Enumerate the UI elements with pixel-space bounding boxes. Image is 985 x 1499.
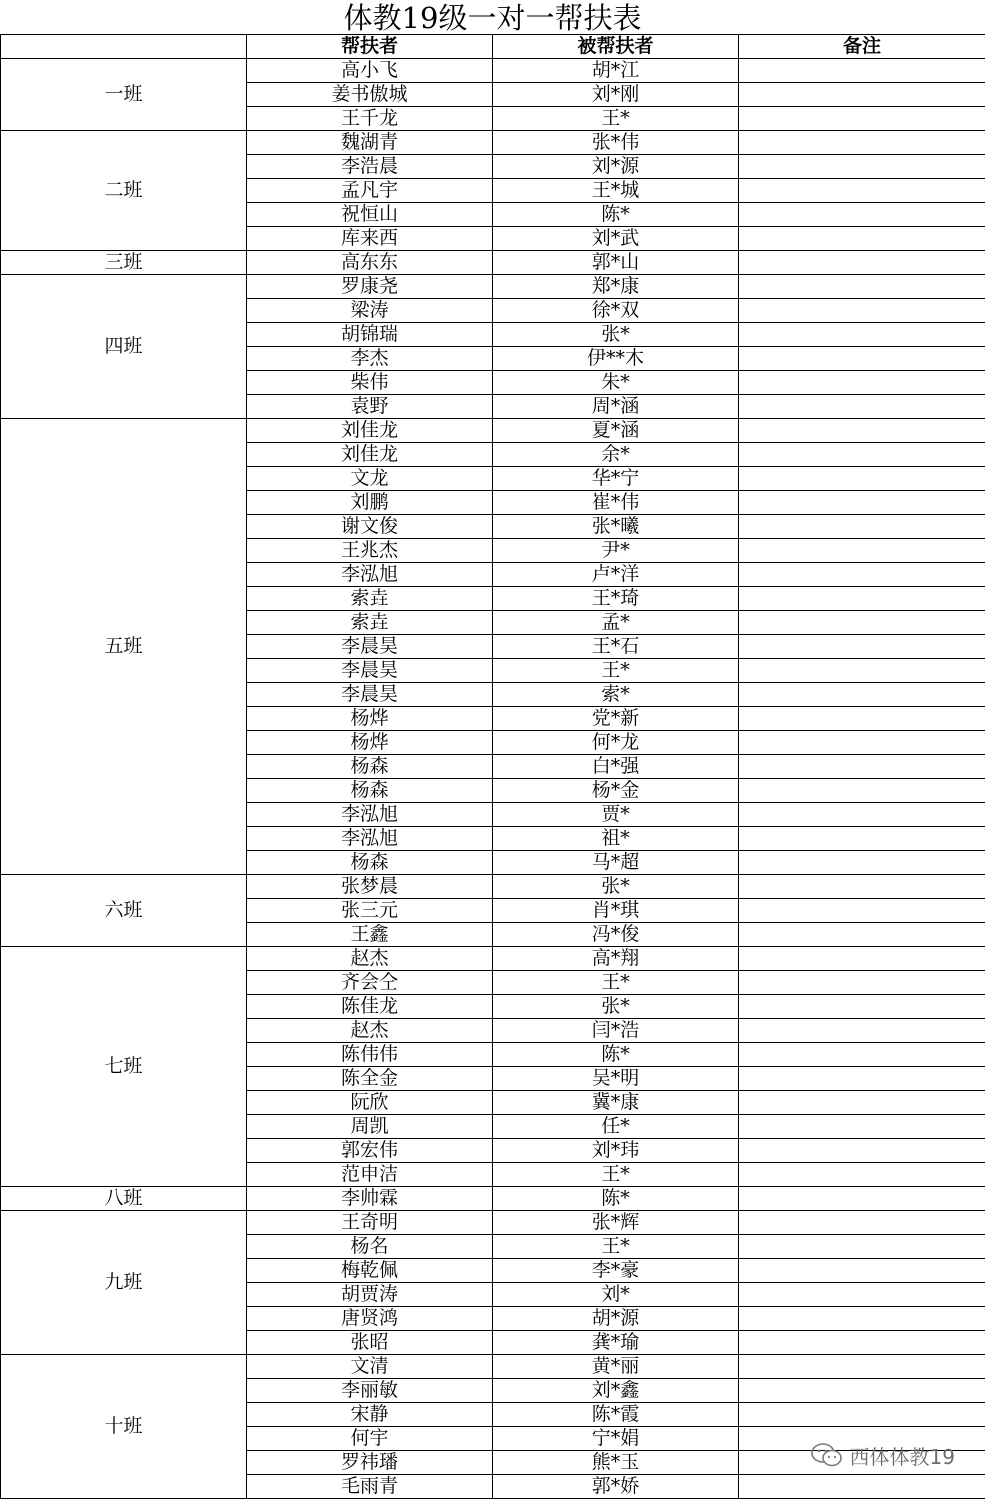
table-row bbox=[1, 947, 985, 971]
helped-cell[interactable]: 徐*双 bbox=[493, 299, 739, 323]
helped-cell[interactable]: 闫*浩 bbox=[493, 1019, 739, 1043]
helper-cell[interactable]: 罗康尧 bbox=[247, 275, 493, 299]
table-body bbox=[1, 59, 985, 1499]
helped-cell[interactable]: 刘* bbox=[493, 1283, 739, 1307]
helped-cell[interactable]: 王* bbox=[493, 107, 739, 131]
helper-cell[interactable]: 祝恒山 bbox=[247, 203, 493, 227]
note-cell[interactable] bbox=[739, 155, 985, 179]
note-cell[interactable] bbox=[739, 683, 985, 707]
helped-cell[interactable]: 王* bbox=[493, 1163, 739, 1187]
helper-cell[interactable]: 杨森 bbox=[247, 755, 493, 779]
helper-cell[interactable]: 姜书傲城 bbox=[247, 83, 493, 107]
helper-cell[interactable]: 柴伟 bbox=[247, 371, 493, 395]
class-cell[interactable]: 二班 bbox=[1, 131, 247, 251]
helped-cell[interactable]: 陈*霞 bbox=[493, 1403, 739, 1427]
helper-cell[interactable]: 李晨昊 bbox=[247, 683, 493, 707]
header-class[interactable] bbox=[1, 35, 247, 59]
helped-cell[interactable]: 白*强 bbox=[493, 755, 739, 779]
note-cell[interactable] bbox=[739, 347, 985, 371]
wechat-icon bbox=[810, 1442, 844, 1468]
note-cell[interactable] bbox=[739, 1091, 985, 1115]
helper-cell[interactable]: 李晨昊 bbox=[247, 635, 493, 659]
note-cell[interactable] bbox=[739, 251, 985, 275]
helper-cell[interactable]: 胡锦瑞 bbox=[247, 323, 493, 347]
note-cell[interactable] bbox=[739, 1187, 985, 1211]
helper-cell[interactable]: 刘佳龙 bbox=[247, 419, 493, 443]
helped-cell[interactable]: 冀*康 bbox=[493, 1091, 739, 1115]
helped-cell[interactable]: 吴*明 bbox=[493, 1067, 739, 1091]
helper-cell[interactable]: 周凯 bbox=[247, 1115, 493, 1139]
helper-cell[interactable]: 陈全金 bbox=[247, 1067, 493, 1091]
table-row bbox=[1, 275, 985, 299]
class-cell[interactable]: 四班 bbox=[1, 275, 247, 419]
note-cell[interactable] bbox=[739, 515, 985, 539]
helper-cell[interactable]: 孟凡宇 bbox=[247, 179, 493, 203]
helper-cell[interactable]: 高东东 bbox=[247, 251, 493, 275]
note-cell[interactable] bbox=[739, 635, 985, 659]
note-cell[interactable] bbox=[739, 1043, 985, 1067]
helped-cell[interactable]: 郭*山 bbox=[493, 251, 739, 275]
note-cell[interactable] bbox=[739, 83, 985, 107]
helped-cell[interactable]: 王*城 bbox=[493, 179, 739, 203]
note-cell[interactable] bbox=[739, 107, 985, 131]
helper-cell[interactable]: 袁野 bbox=[247, 395, 493, 419]
watermark bbox=[810, 1440, 955, 1470]
note-cell[interactable] bbox=[739, 803, 985, 827]
note-cell[interactable] bbox=[739, 875, 985, 899]
helper-cell[interactable]: 库来西 bbox=[247, 227, 493, 251]
class-cell[interactable]: 五班 bbox=[1, 419, 247, 875]
page-title: 体教19级一对一帮扶表 bbox=[0, 0, 985, 34]
helped-cell[interactable]: 刘*鑫 bbox=[493, 1379, 739, 1403]
helper-cell[interactable]: 赵杰 bbox=[247, 947, 493, 971]
helped-cell[interactable]: 龚*瑜 bbox=[493, 1331, 739, 1355]
header-helper[interactable]: 帮扶者 bbox=[247, 35, 493, 59]
helper-cell[interactable]: 刘鹏 bbox=[247, 491, 493, 515]
helper-cell[interactable]: 高小飞 bbox=[247, 59, 493, 83]
helper-cell[interactable]: 毛雨青 bbox=[247, 1475, 493, 1499]
note-cell[interactable] bbox=[739, 755, 985, 779]
helped-cell[interactable]: 王* bbox=[493, 659, 739, 683]
helper-cell[interactable]: 王鑫 bbox=[247, 923, 493, 947]
helped-cell[interactable]: 朱* bbox=[493, 371, 739, 395]
header-helped[interactable]: 被帮扶者 bbox=[493, 35, 739, 59]
helper-cell[interactable]: 王千龙 bbox=[247, 107, 493, 131]
note-cell[interactable] bbox=[739, 587, 985, 611]
helped-cell[interactable]: 祖* bbox=[493, 827, 739, 851]
helped-cell[interactable]: 张* bbox=[493, 875, 739, 899]
helper-cell[interactable]: 李杰 bbox=[247, 347, 493, 371]
helper-cell[interactable]: 王奇明 bbox=[247, 1211, 493, 1235]
note-cell[interactable] bbox=[739, 491, 985, 515]
note-cell[interactable] bbox=[739, 395, 985, 419]
helped-cell[interactable]: 李*豪 bbox=[493, 1259, 739, 1283]
helper-cell[interactable]: 陈伟伟 bbox=[247, 1043, 493, 1067]
note-cell[interactable] bbox=[739, 59, 985, 83]
note-cell[interactable] bbox=[739, 1211, 985, 1235]
note-cell[interactable] bbox=[739, 1331, 985, 1355]
class-cell[interactable]: 一班 bbox=[1, 59, 247, 131]
note-cell[interactable] bbox=[739, 275, 985, 299]
helped-cell[interactable]: 王*琦 bbox=[493, 587, 739, 611]
helper-cell[interactable]: 胡贾涛 bbox=[247, 1283, 493, 1307]
helper-cell[interactable]: 刘佳龙 bbox=[247, 443, 493, 467]
note-cell[interactable] bbox=[739, 539, 985, 563]
helped-cell[interactable]: 黄*丽 bbox=[493, 1355, 739, 1379]
class-cell[interactable]: 九班 bbox=[1, 1211, 247, 1355]
note-cell[interactable] bbox=[739, 1067, 985, 1091]
note-cell[interactable] bbox=[739, 1307, 985, 1331]
table-row bbox=[1, 1211, 985, 1235]
note-cell[interactable] bbox=[739, 707, 985, 731]
helper-cell[interactable]: 魏湖青 bbox=[247, 131, 493, 155]
helper-cell[interactable]: 杨森 bbox=[247, 779, 493, 803]
helped-cell[interactable]: 卢*洋 bbox=[493, 563, 739, 587]
note-cell[interactable] bbox=[739, 443, 985, 467]
helped-cell[interactable]: 夏*涵 bbox=[493, 419, 739, 443]
note-cell[interactable] bbox=[739, 995, 985, 1019]
helper-cell[interactable]: 郭宏伟 bbox=[247, 1139, 493, 1163]
helped-cell[interactable]: 马*超 bbox=[493, 851, 739, 875]
helper-cell[interactable]: 李帅霖 bbox=[247, 1187, 493, 1211]
class-cell[interactable]: 八班 bbox=[1, 1187, 247, 1211]
helped-cell[interactable]: 陈* bbox=[493, 1187, 739, 1211]
table-row bbox=[1, 59, 985, 83]
helper-cell[interactable]: 梅乾佩 bbox=[247, 1259, 493, 1283]
helper-cell[interactable]: 张昭 bbox=[247, 1331, 493, 1355]
helped-cell[interactable]: 肖*琪 bbox=[493, 899, 739, 923]
helped-cell[interactable]: 孟* bbox=[493, 611, 739, 635]
table-row bbox=[1, 1355, 985, 1379]
class-cell[interactable]: 六班 bbox=[1, 875, 247, 947]
helped-cell[interactable]: 任* bbox=[493, 1115, 739, 1139]
helped-cell[interactable]: 郑*康 bbox=[493, 275, 739, 299]
note-cell[interactable] bbox=[739, 899, 985, 923]
note-cell[interactable] bbox=[739, 371, 985, 395]
helped-cell[interactable]: 张*伟 bbox=[493, 131, 739, 155]
class-cell[interactable]: 七班 bbox=[1, 947, 247, 1187]
helped-cell[interactable]: 郭*娇 bbox=[493, 1475, 739, 1499]
helper-cell[interactable]: 李晨昊 bbox=[247, 659, 493, 683]
helper-cell[interactable]: 杨烨 bbox=[247, 707, 493, 731]
helper-cell[interactable]: 李泓旭 bbox=[247, 563, 493, 587]
helper-cell[interactable]: 文清 bbox=[247, 1355, 493, 1379]
note-cell[interactable] bbox=[739, 419, 985, 443]
helper-cell[interactable]: 张梦晨 bbox=[247, 875, 493, 899]
helped-cell[interactable]: 熊*玉 bbox=[493, 1451, 739, 1475]
helper-cell[interactable]: 杨烨 bbox=[247, 731, 493, 755]
helped-cell[interactable]: 刘*玮 bbox=[493, 1139, 739, 1163]
helper-cell[interactable]: 李泓旭 bbox=[247, 803, 493, 827]
helper-cell[interactable]: 唐贤鸿 bbox=[247, 1307, 493, 1331]
note-cell[interactable] bbox=[739, 1115, 985, 1139]
note-cell[interactable] bbox=[739, 1379, 985, 1403]
helper-cell[interactable]: 张三元 bbox=[247, 899, 493, 923]
helped-cell[interactable]: 余* bbox=[493, 443, 739, 467]
header-row bbox=[1, 35, 985, 59]
helper-cell[interactable]: 何宇 bbox=[247, 1427, 493, 1451]
helped-cell[interactable]: 刘*源 bbox=[493, 155, 739, 179]
note-cell[interactable] bbox=[739, 779, 985, 803]
helper-cell[interactable]: 李泓旭 bbox=[247, 827, 493, 851]
note-cell[interactable] bbox=[739, 731, 985, 755]
note-cell[interactable] bbox=[739, 1283, 985, 1307]
table-row bbox=[1, 251, 985, 275]
helper-cell[interactable]: 索垚 bbox=[247, 611, 493, 635]
helped-cell[interactable]: 华*宁 bbox=[493, 467, 739, 491]
table-row bbox=[1, 1187, 985, 1211]
helped-cell[interactable]: 贾* bbox=[493, 803, 739, 827]
helped-cell[interactable]: 陈* bbox=[493, 1043, 739, 1067]
note-cell[interactable] bbox=[739, 227, 985, 251]
note-cell[interactable] bbox=[739, 1475, 985, 1499]
helped-cell[interactable]: 张*辉 bbox=[493, 1211, 739, 1235]
note-cell[interactable] bbox=[739, 299, 985, 323]
assistance-table bbox=[0, 34, 985, 1499]
helper-cell[interactable]: 齐会仝 bbox=[247, 971, 493, 995]
helped-cell[interactable]: 伊**木 bbox=[493, 347, 739, 371]
helped-cell[interactable]: 王*石 bbox=[493, 635, 739, 659]
note-cell[interactable] bbox=[739, 659, 985, 683]
class-cell[interactable]: 三班 bbox=[1, 251, 247, 275]
note-cell[interactable] bbox=[739, 1235, 985, 1259]
helped-cell[interactable]: 宁*娟 bbox=[493, 1427, 739, 1451]
note-cell[interactable] bbox=[739, 851, 985, 875]
helped-cell[interactable]: 张* bbox=[493, 323, 739, 347]
helper-cell[interactable]: 文龙 bbox=[247, 467, 493, 491]
helper-cell[interactable]: 阮欣 bbox=[247, 1091, 493, 1115]
note-cell[interactable] bbox=[739, 323, 985, 347]
note-cell[interactable] bbox=[739, 1259, 985, 1283]
note-cell[interactable] bbox=[739, 131, 985, 155]
table-row bbox=[1, 875, 985, 899]
helper-cell[interactable]: 杨名 bbox=[247, 1235, 493, 1259]
helped-cell[interactable]: 刘*武 bbox=[493, 227, 739, 251]
note-cell[interactable] bbox=[739, 1139, 985, 1163]
helped-cell[interactable]: 尹* bbox=[493, 539, 739, 563]
helper-cell[interactable]: 宋静 bbox=[247, 1403, 493, 1427]
table-row bbox=[1, 131, 985, 155]
helped-cell[interactable]: 王* bbox=[493, 971, 739, 995]
helped-cell[interactable]: 胡*源 bbox=[493, 1307, 739, 1331]
note-cell[interactable] bbox=[739, 947, 985, 971]
helped-cell[interactable]: 党*新 bbox=[493, 707, 739, 731]
note-cell[interactable] bbox=[739, 1163, 985, 1187]
note-cell[interactable] bbox=[739, 971, 985, 995]
note-cell[interactable] bbox=[739, 1403, 985, 1427]
helped-cell[interactable]: 周*涵 bbox=[493, 395, 739, 419]
helper-cell[interactable]: 罗祎璠 bbox=[247, 1451, 493, 1475]
helper-cell[interactable]: 王兆杰 bbox=[247, 539, 493, 563]
helped-cell[interactable]: 何*龙 bbox=[493, 731, 739, 755]
helped-cell[interactable]: 高*翔 bbox=[493, 947, 739, 971]
watermark-text: 西体体教19 bbox=[850, 1441, 955, 1470]
helped-cell[interactable]: 王* bbox=[493, 1235, 739, 1259]
helped-cell[interactable]: 崔*伟 bbox=[493, 491, 739, 515]
note-cell[interactable] bbox=[739, 467, 985, 491]
table-row bbox=[1, 419, 985, 443]
helper-cell[interactable]: 谢文俊 bbox=[247, 515, 493, 539]
note-cell[interactable] bbox=[739, 179, 985, 203]
header-note[interactable]: 备注 bbox=[739, 35, 985, 59]
class-cell[interactable]: 十班 bbox=[1, 1355, 247, 1499]
helped-cell[interactable]: 杨*金 bbox=[493, 779, 739, 803]
helper-cell[interactable]: 李浩晨 bbox=[247, 155, 493, 179]
note-cell[interactable] bbox=[739, 827, 985, 851]
note-cell[interactable] bbox=[739, 923, 985, 947]
helper-cell[interactable]: 梁涛 bbox=[247, 299, 493, 323]
helper-cell[interactable]: 索垚 bbox=[247, 587, 493, 611]
helped-cell[interactable]: 张*曦 bbox=[493, 515, 739, 539]
note-cell[interactable] bbox=[739, 563, 985, 587]
helper-cell[interactable]: 陈佳龙 bbox=[247, 995, 493, 1019]
helped-cell[interactable]: 陈* bbox=[493, 203, 739, 227]
helped-cell[interactable]: 刘*刚 bbox=[493, 83, 739, 107]
helper-cell[interactable]: 杨森 bbox=[247, 851, 493, 875]
note-cell[interactable] bbox=[739, 1019, 985, 1043]
helper-cell[interactable]: 范申洁 bbox=[247, 1163, 493, 1187]
helped-cell[interactable]: 胡*江 bbox=[493, 59, 739, 83]
helper-cell[interactable]: 李丽敏 bbox=[247, 1379, 493, 1403]
note-cell[interactable] bbox=[739, 203, 985, 227]
note-cell[interactable] bbox=[739, 611, 985, 635]
helped-cell[interactable]: 冯*俊 bbox=[493, 923, 739, 947]
note-cell[interactable] bbox=[739, 1355, 985, 1379]
helper-cell[interactable]: 赵杰 bbox=[247, 1019, 493, 1043]
helped-cell[interactable]: 索* bbox=[493, 683, 739, 707]
helped-cell[interactable]: 张* bbox=[493, 995, 739, 1019]
